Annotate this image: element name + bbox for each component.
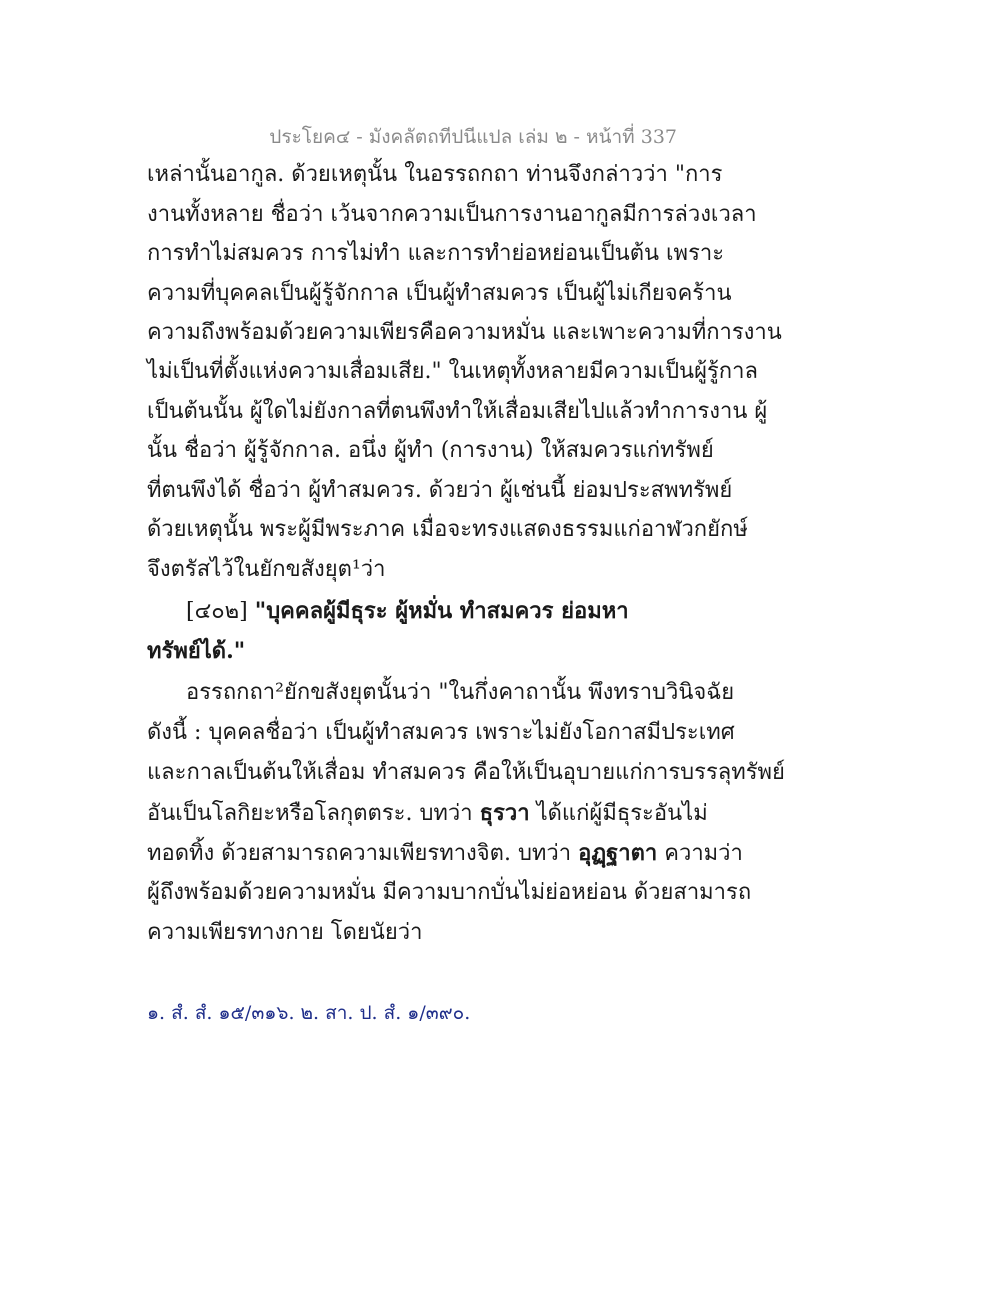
body-line: จึงตรัสไว้ในยักขสังยุต¹ว่า [147, 557, 386, 582]
body-line: อรรถกถา²ยักขสังยุตนั้นว่า "ในกึ่งคาถานั้น พึงทราบวินิจฉัย [186, 680, 735, 705]
verse-line-2: ทรัพย์ได้." [147, 638, 246, 664]
text-run: อันเป็นโลกิยะหรือโลกุตตระ. บทว่า [147, 801, 480, 826]
text-run: ทอดทิ้ง ด้วยสามารถความเพียรทางจิต. บทว่า [147, 841, 579, 866]
body-line [147, 798, 708, 829]
body-line: ความเพียรทางกาย โดยนัยว่า [147, 920, 423, 945]
body-line: และกาลเป็นต้นให้เสื่อม ทำสมควร คือให้เป็นอุบายแก่การบรรลุทรัพย์ [147, 760, 785, 785]
body-line [147, 838, 743, 869]
body-line: นั้น ชื่อว่า ผู้รู้จักกาล. อนึ่ง ผู้ทำ (การงาน) ให้สมควรแก่ทรัพย์ [147, 438, 714, 463]
term-bold: อุฏฺฐาตา [578, 840, 658, 866]
body-line: ความที่บุคคลเป็นผู้รู้จักกาล เป็นผู้ทำสมควร เป็นผู้ไม่เกียจคร้าน [147, 281, 732, 306]
body-line: ไม่เป็นที่ตั้งแห่งความเสื่อมเสีย." ในเหตุทั้งหลายมีความเป็นผู้รู้กาล [147, 359, 758, 384]
body-line: ด้วยเหตุนั้น พระผู้มีพระภาค เมื่อจะทรงแสดงธรรมแก่อาฬวกยักษ์ [147, 517, 748, 542]
verse-number: [๔๐๒] [186, 599, 248, 624]
page-header: ประโยค๔ - มังคลัตถทีปนีแปล เล่ม ๒ - หน้าที่ 337 [269, 126, 677, 148]
body-line: เหล่านั้นอากูล. ด้วยเหตุนั้น ในอรรถกถา ท่านจึงกล่าวว่า "การ [147, 162, 723, 187]
verse-line [186, 596, 629, 627]
text-run: ได้แก่ผู้มีธุระอันไม่ [529, 801, 708, 826]
term-bold: ธุรวา [479, 800, 530, 826]
body-line: เป็นต้นนั้น ผู้ใดไม่ยังกาลที่ตนพึงทำให้เสื่อมเสียไปแล้วทำการงาน ผู้ [147, 399, 768, 424]
body-line: ที่ตนพึงได้ ชื่อว่า ผู้ทำสมควร. ด้วยว่า ผู้เช่นนี้ ย่อมประสพทรัพย์ [147, 478, 733, 503]
text-run: ความว่า [657, 841, 743, 866]
verse-text: "บุคคลผู้มีธุระ ผู้หมั่น ทำสมควร ย่อมหา [254, 598, 629, 624]
body-line: การทำไม่สมควร การไม่ทำ และการทำย่อหย่อนเป็นต้น เพราะ [147, 241, 725, 266]
body-line: งานทั้งหลาย ชื่อว่า เว้นจากความเป็นการงานอากูลมีการล่วงเวลา [147, 202, 757, 227]
body-line: ความถึงพร้อมด้วยความเพียรคือความหมั่น และเพาะความที่การงาน [147, 320, 782, 345]
footnote: ๑. สํ. สํ. ๑๕/๓๑๖. ๒. สา. ป. สํ. ๑/๓๙๐. [147, 1002, 471, 1024]
body-line: ดังนี้ : บุคคลชื่อว่า เป็นผู้ทำสมควร เพราะไม่ยังโอกาสมีประเทศ [147, 720, 735, 745]
body-line: ผู้ถึงพร้อมด้วยความหมั่น มีความบากบั่นไม่ย่อหย่อน ด้วยสามารถ [147, 880, 752, 905]
